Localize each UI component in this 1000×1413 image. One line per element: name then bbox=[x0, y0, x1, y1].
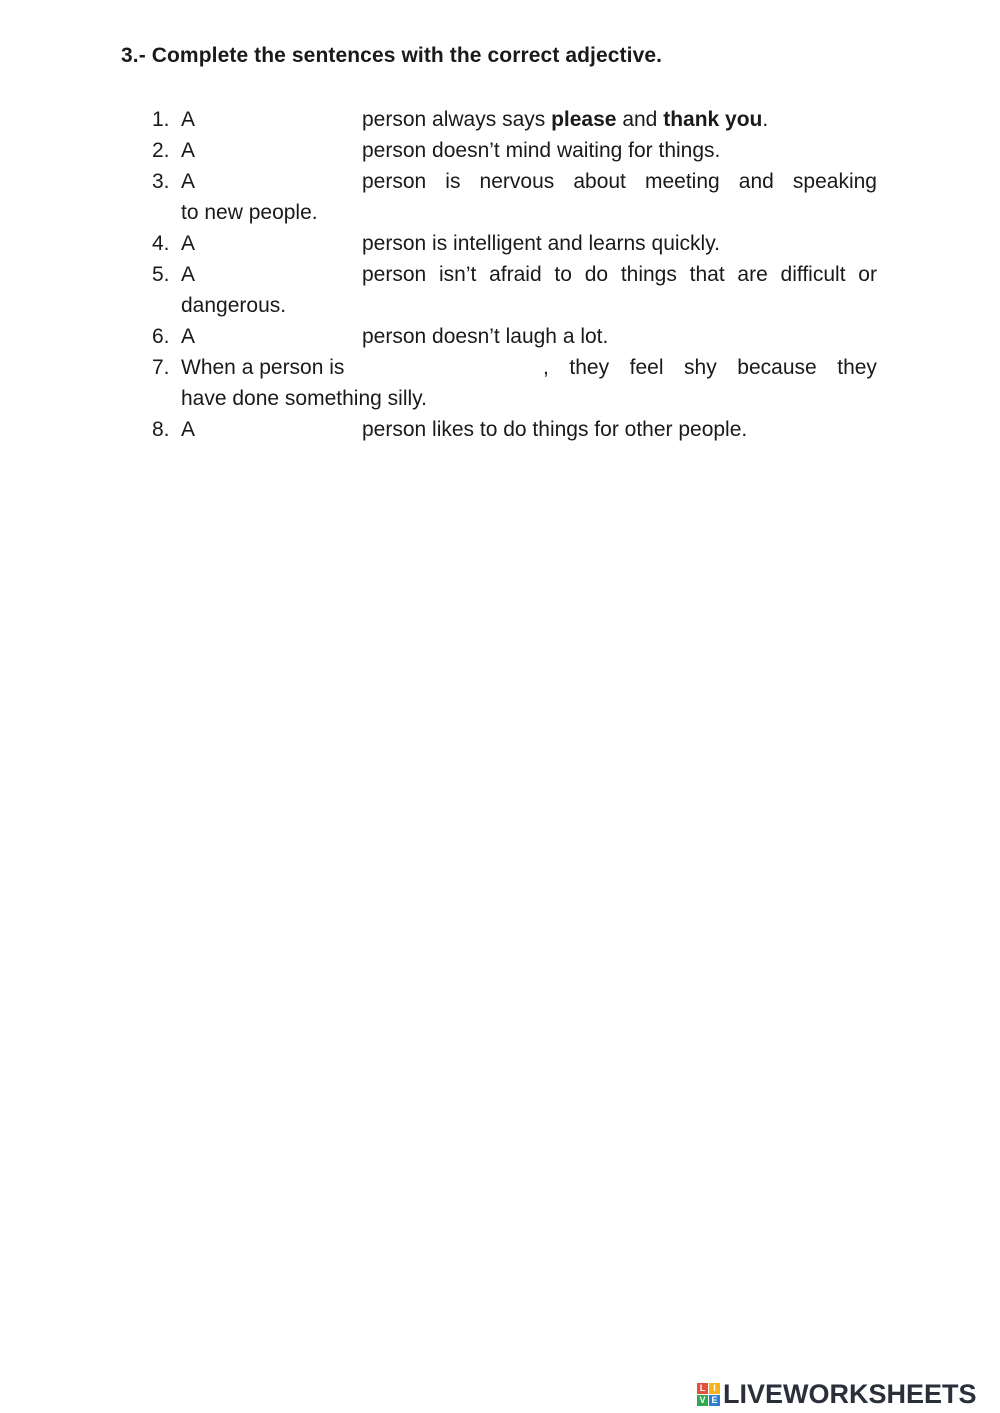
word: and bbox=[738, 170, 774, 193]
word: nervous bbox=[479, 170, 555, 193]
word: meeting bbox=[644, 170, 720, 193]
article: A bbox=[181, 139, 196, 162]
sentence-text: . bbox=[762, 108, 769, 131]
list-item bbox=[140, 321, 877, 352]
word: feel bbox=[629, 356, 664, 379]
word: things bbox=[620, 263, 677, 286]
word: shy bbox=[684, 356, 717, 379]
word: difficult bbox=[780, 263, 846, 286]
item-number: 1. bbox=[152, 108, 170, 131]
liveworksheets-logo bbox=[697, 1379, 977, 1409]
bold-word: thank you bbox=[663, 108, 763, 131]
sentence-text: person doesn’t mind waiting for things. bbox=[362, 139, 721, 162]
list-item bbox=[140, 166, 877, 228]
article: A bbox=[181, 170, 196, 193]
list-item bbox=[140, 259, 877, 321]
article: A bbox=[181, 325, 196, 348]
word: that bbox=[689, 263, 725, 286]
article: A bbox=[181, 232, 196, 255]
item-number: 6. bbox=[152, 325, 170, 348]
sentence-list bbox=[140, 104, 877, 445]
list-item bbox=[140, 414, 877, 445]
word: they bbox=[569, 356, 610, 379]
sentence-continuation: to new people. bbox=[181, 201, 318, 224]
justified-words bbox=[543, 352, 877, 383]
list-item bbox=[140, 104, 877, 135]
word: , bbox=[543, 356, 549, 379]
bold-word: please bbox=[551, 108, 617, 131]
article: A bbox=[181, 418, 196, 441]
justified-words bbox=[362, 259, 877, 290]
list-item bbox=[140, 352, 877, 414]
word: isn’t bbox=[438, 263, 477, 286]
sentence-text: person doesn’t laugh a lot. bbox=[362, 325, 609, 348]
article: A bbox=[181, 108, 196, 131]
sentence-text: person always says bbox=[362, 108, 552, 131]
sentence-continuation: have done something silly. bbox=[181, 387, 427, 410]
item-number: 3. bbox=[152, 170, 170, 193]
word: afraid bbox=[489, 263, 542, 286]
word: person bbox=[362, 170, 427, 193]
item-number: 2. bbox=[152, 139, 170, 162]
sentence-text: When a person is bbox=[181, 356, 345, 379]
word: do bbox=[584, 263, 609, 286]
item-number: 4. bbox=[152, 232, 170, 255]
logo-mark-tile: E bbox=[709, 1395, 720, 1406]
word: about bbox=[573, 170, 626, 193]
word: speaking bbox=[792, 170, 877, 193]
word: or bbox=[858, 263, 877, 286]
sentence-continuation: dangerous. bbox=[181, 294, 287, 317]
list-item bbox=[140, 135, 877, 166]
word: is bbox=[445, 170, 461, 193]
word: to bbox=[554, 263, 572, 286]
justified-words bbox=[362, 166, 877, 197]
logo-text: LIVEWORKSHEETS bbox=[723, 1378, 977, 1409]
logo-mark-tile: V bbox=[697, 1395, 708, 1406]
list-item bbox=[140, 228, 877, 259]
sentence-text: person likes to do things for other people. bbox=[362, 418, 748, 441]
item-number: 5. bbox=[152, 263, 170, 286]
word: are bbox=[737, 263, 768, 286]
word: person bbox=[362, 263, 427, 286]
word: because bbox=[737, 356, 817, 379]
exercise-heading: 3.- Complete the sentences with the correct adjective. bbox=[121, 44, 663, 67]
sentence-text: person is intelligent and learns quickly. bbox=[362, 232, 720, 255]
logo-mark-icon bbox=[697, 1383, 720, 1406]
article: A bbox=[181, 263, 196, 286]
sentence-text: and bbox=[616, 108, 664, 131]
logo-mark-tile: I bbox=[709, 1383, 720, 1394]
item-number: 7. bbox=[152, 356, 170, 379]
logo-mark-tile: L bbox=[697, 1383, 708, 1394]
word: they bbox=[837, 356, 877, 379]
item-number: 8. bbox=[152, 418, 170, 441]
